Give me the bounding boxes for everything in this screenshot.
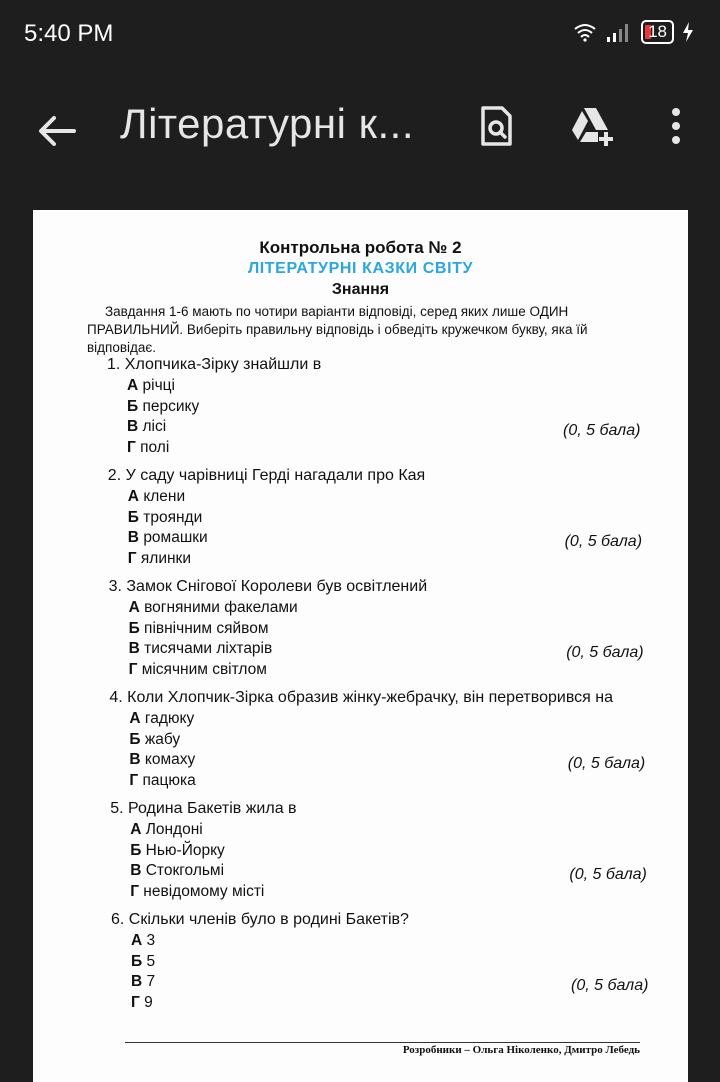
answer-option: [129, 731, 180, 749]
answer-option: [127, 439, 169, 457]
option-letter: В: [127, 529, 139, 547]
option-letter: А: [129, 710, 141, 727]
option-letter: В: [130, 862, 142, 880]
status-time: 5:40 PM: [24, 20, 114, 47]
option-text: клени: [143, 488, 186, 505]
points-label: (0, 5 бала): [566, 644, 644, 661]
option-text: невідомому місті: [143, 882, 265, 900]
option-text: жабу: [144, 730, 181, 748]
answer-option: [127, 398, 199, 416]
answer-option: [127, 377, 175, 395]
answer-option: [131, 994, 153, 1012]
option-text: лісі: [142, 418, 167, 436]
answer-option: [128, 550, 191, 568]
option-text: північним сяйвом: [144, 619, 269, 637]
option-letter: А: [130, 821, 142, 838]
instruction-line: ПРАВИЛЬНИЙ. Виберіть правильну відповідь і обведіть кружечком букву, яка їй: [87, 322, 588, 337]
option-letter: В: [131, 973, 143, 991]
option-text: пацюка: [142, 771, 196, 789]
question-text: 6. Скільки членів було в родині Бакетів?: [111, 911, 409, 928]
points-label: (0, 5 бала): [571, 977, 649, 994]
option-text: тисячами ліхтарів: [144, 640, 273, 658]
option-letter: Б: [131, 952, 143, 970]
app-bar: [0, 66, 720, 182]
points-label: (0, 5 бала): [564, 533, 643, 550]
signal-icon: [605, 21, 633, 43]
question-text: 5. Родина Бакетів жила в: [110, 800, 297, 817]
option-text: 7: [146, 973, 156, 991]
answer-option: [130, 862, 224, 880]
option-letter: Б: [129, 730, 141, 748]
answer-option: [128, 488, 185, 506]
doc-footer: Розробники – Ольга Ніколенко, Дмитро Лебедь: [402, 1044, 640, 1056]
answer-option: [130, 842, 225, 860]
answer-option: [129, 640, 273, 658]
option-letter: Г: [127, 438, 136, 456]
points-label: (0, 5 бала): [563, 422, 641, 439]
answer-option: [127, 418, 166, 436]
option-letter: А: [128, 599, 140, 616]
option-letter: Б: [130, 841, 142, 859]
option-letter: В: [127, 418, 139, 436]
answer-option: [131, 973, 155, 991]
option-text: 3: [146, 932, 156, 949]
answer-option: [129, 599, 298, 617]
answer-option: [129, 620, 269, 638]
question-text: 2. У саду чарівниці Герді нагадали про Кая: [107, 467, 426, 484]
answer-option: [128, 529, 208, 547]
answer-option: [129, 772, 195, 790]
answer-option: [129, 751, 195, 769]
footer-divider: [125, 1042, 640, 1043]
option-letter: Г: [127, 549, 137, 567]
back-arrow-icon[interactable]: [34, 108, 80, 154]
question-text: 3. Замок Снігової Королеви був освітлений: [108, 578, 428, 595]
option-letter: А: [127, 377, 139, 394]
answer-option: [130, 821, 203, 839]
option-letter: В: [128, 640, 140, 658]
doc-subtitle: ЛІТЕРАТУРНІ КАЗКИ СВІТУ: [247, 260, 474, 277]
wifi-icon: [573, 22, 597, 42]
option-letter: Г: [131, 993, 140, 1011]
option-text: Лондоні: [145, 821, 203, 838]
document-title: Літературні к...: [120, 100, 414, 147]
option-text: річці: [142, 377, 175, 394]
option-text: полі: [140, 438, 170, 456]
option-text: 9: [144, 993, 153, 1011]
battery-level: 18: [648, 22, 667, 41]
option-text: персику: [142, 397, 200, 415]
answer-option: [131, 953, 155, 971]
answer-option: [128, 509, 202, 527]
option-letter: А: [131, 932, 143, 949]
answer-option: [131, 932, 155, 950]
document-search-icon[interactable]: [470, 100, 522, 152]
option-letter: А: [127, 488, 139, 505]
status-icons: [573, 20, 694, 44]
battery-indicator: [641, 20, 674, 44]
answer-option: [130, 883, 264, 901]
option-letter: Г: [128, 660, 138, 678]
option-text: ялинки: [140, 549, 192, 567]
option-text: Стокгольмі: [145, 862, 225, 880]
option-text: вогняними факелами: [144, 599, 298, 616]
option-letter: Б: [128, 619, 140, 637]
document-page: [33, 210, 688, 1082]
option-text: Нью-Йорку: [145, 841, 225, 859]
option-letter: Б: [127, 508, 139, 526]
status-bar: [0, 0, 720, 66]
doc-title: Контрольна робота № 2: [259, 238, 462, 257]
instruction-line: відповідає.: [87, 340, 157, 355]
option-letter: Г: [129, 771, 139, 789]
question-text: 1. Хлопчика-Зірку знайшли в: [107, 356, 322, 373]
points-label: (0, 5 бала): [567, 755, 646, 772]
option-letter: Б: [127, 397, 139, 415]
charging-icon: [682, 22, 694, 42]
answer-option: [129, 710, 194, 728]
option-letter: В: [129, 751, 141, 769]
more-vert-icon[interactable]: [650, 100, 702, 152]
option-letter: Г: [130, 882, 139, 900]
doc-section: Знання: [331, 281, 390, 298]
option-text: комаху: [144, 751, 196, 769]
option-text: 5: [146, 952, 156, 970]
add-to-drive-icon[interactable]: [566, 100, 618, 152]
option-text: троянди: [143, 508, 203, 526]
option-text: ромашки: [143, 529, 208, 547]
points-label: (0, 5 бала): [569, 866, 647, 883]
option-text: гадюку: [144, 710, 195, 727]
option-text: місячним світлом: [141, 660, 267, 678]
instruction-line: Завдання 1-6 мають по чотири варіанти відповіді, серед яких лише ОДИН: [105, 304, 569, 319]
question-text: 4. Коли Хлопчик-Зірка образив жінку-жебрачку, він перетворився на: [109, 689, 613, 706]
answer-option: [129, 661, 267, 679]
